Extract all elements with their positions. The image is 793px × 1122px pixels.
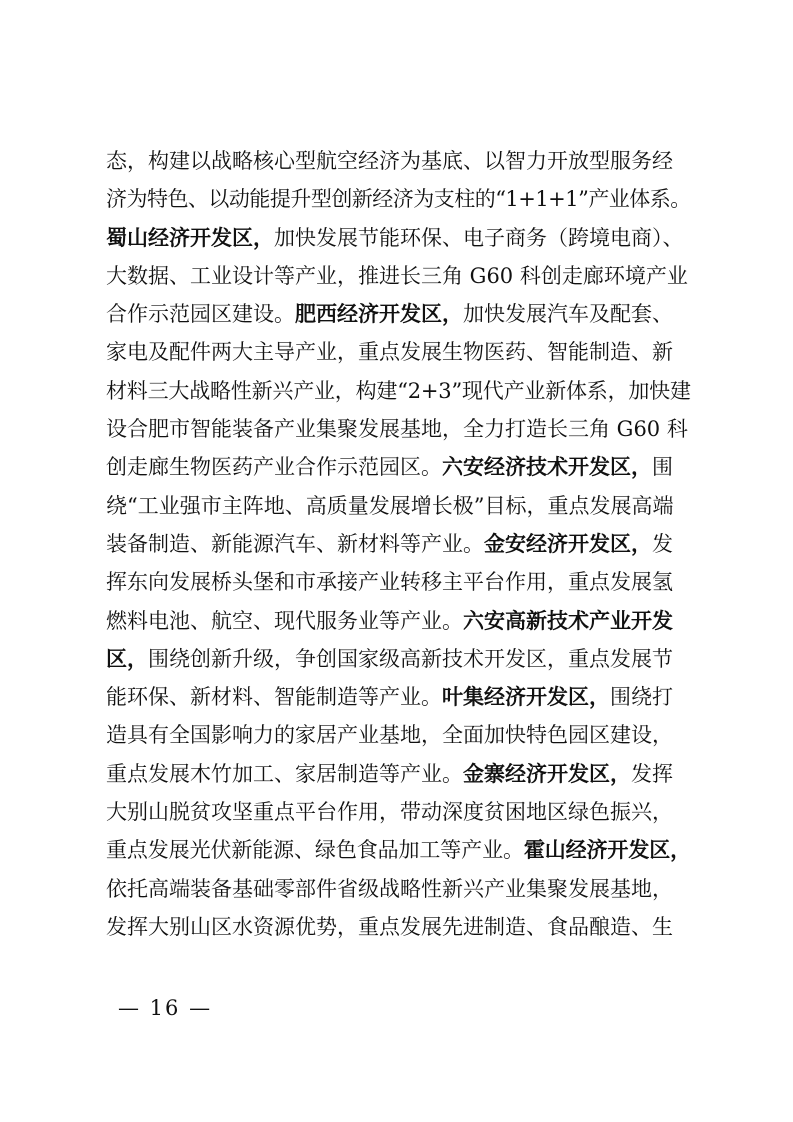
body-text-segment: 能环保、新材料、智能制造等产业。 xyxy=(106,685,442,710)
bold-heading-text: 六安经济技术开发区， xyxy=(442,455,652,480)
text-line xyxy=(106,333,691,371)
text-line xyxy=(106,448,691,486)
text-line xyxy=(106,563,691,601)
body-text-segment: 依托高端装备基础零部件省级战略性新兴产业集聚发展基地， xyxy=(106,876,673,901)
bold-heading-text: 霍山经济开发区， xyxy=(523,838,692,863)
body-text-segment: 造具有全国影响力的家居产业基地，全面加快特色园区建设， xyxy=(106,723,673,748)
text-line xyxy=(106,487,691,525)
body-text-segment: 挥东向发展桥头堡和市承接产业转移主平台作用，重点发展氢 xyxy=(106,570,673,595)
text-line xyxy=(106,602,691,640)
body-text-segment: 家电及配件两大主导产业，重点发展生物医药、智能制造、新 xyxy=(106,340,673,365)
text-line xyxy=(106,257,691,295)
body-text-segment: 合作示范园区建设。 xyxy=(106,302,295,327)
body-text-segment: 大数据、工业设计等产业，推进长三角 G60 科创走廊环境产业 xyxy=(106,263,688,288)
body-text-segment: 设合肥市智能装备产业集聚发展基地，全力打造长三角 G60 科 xyxy=(106,417,688,442)
text-line xyxy=(106,142,691,180)
text-line xyxy=(106,678,691,716)
body-text xyxy=(106,142,691,946)
text-line xyxy=(106,716,691,754)
bold-heading-text: 金安经济开发区， xyxy=(484,531,652,556)
body-text-segment: 加快发展汽车及配套、 xyxy=(463,302,673,327)
text-line xyxy=(106,831,691,869)
body-text-segment: 创走廊生物医药产业合作示范园区。 xyxy=(106,455,442,480)
body-text-segment: 围 xyxy=(652,455,673,480)
body-text-segment: 材料三大战略性新兴产业，构建“2+3”现代产业新体系，加快建 xyxy=(106,378,691,403)
body-text-segment: 围绕创新升级，争创国家级高新技术开发区，重点发展节 xyxy=(148,646,673,671)
bold-heading-text: 蜀山经济开发区， xyxy=(106,225,274,250)
text-line xyxy=(106,640,691,678)
text-line xyxy=(106,219,691,257)
bold-heading-text: 区， xyxy=(106,646,148,671)
bold-heading-text: 肥西经济开发区， xyxy=(295,302,463,327)
body-text-segment: 围绕打 xyxy=(610,685,673,710)
body-text-segment: 燃料电池、航空、现代服务业等产业。 xyxy=(106,608,463,633)
text-line xyxy=(106,180,691,218)
body-text-segment: 重点发展光伏新能源、绿色食品加工等产业。 xyxy=(106,838,524,863)
text-line xyxy=(106,755,691,793)
text-line xyxy=(106,410,691,448)
text-line xyxy=(106,870,691,908)
body-text-segment: 加快发展节能环保、电子商务（跨境电商）、 xyxy=(274,225,684,250)
text-line xyxy=(106,908,691,946)
bold-heading-text: 金寨经济开发区， xyxy=(463,761,631,786)
body-text-segment: 发 xyxy=(652,531,673,556)
text-line xyxy=(106,295,691,333)
bold-heading-text: 六安高新技术产业开发 xyxy=(463,608,673,633)
body-text-segment: 大别山脱贫攻坚重点平台作用，带动深度贫困地区绿色振兴， xyxy=(106,800,673,825)
body-text-segment: 发挥大别山区水资源优势，重点发展先进制造、食品酿造、生 xyxy=(106,914,673,939)
bold-heading-text: 叶集经济开发区， xyxy=(442,685,610,710)
page-number: — 16 — xyxy=(118,996,213,1020)
text-line xyxy=(106,525,691,563)
body-text-segment: 态，构建以战略核心型航空经济为基底、以智力开放型服务经 xyxy=(106,149,673,173)
body-text-segment: 重点发展木竹加工、家居制造等产业。 xyxy=(106,761,463,786)
text-line xyxy=(106,372,691,410)
body-text-segment: 绕“工业强市主阵地、高质量发展增长极”目标，重点发展高端 xyxy=(106,493,674,518)
body-text-segment: 发挥 xyxy=(631,761,673,786)
text-line xyxy=(106,793,691,831)
body-text-segment: 济为特色、以动能提升型创新经济为支柱的“1+1+1”产业体系。 xyxy=(106,187,691,212)
body-text-segment: 装备制造、新能源汽车、新材料等产业。 xyxy=(106,531,484,556)
